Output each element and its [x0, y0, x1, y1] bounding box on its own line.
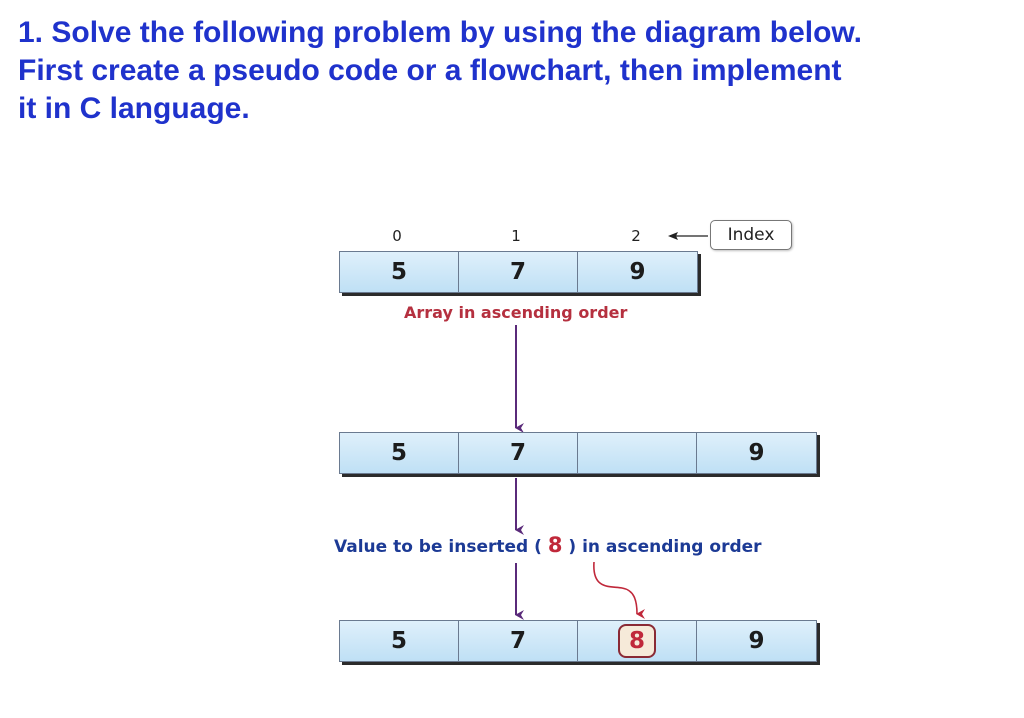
question-line: it in C language. — [18, 92, 250, 125]
index-number-2: 2 — [631, 227, 641, 245]
array-cell: 5 — [340, 621, 459, 661]
caption-before: Value to be inserted ( — [334, 537, 542, 557]
inserted-value: 8 — [547, 533, 563, 557]
array-ascending — [339, 251, 698, 293]
insert-arrow — [594, 562, 637, 614]
question-line: 1. Solve the following problem by using the diagram below. — [18, 16, 862, 49]
inserted-value-ring: 8 — [618, 624, 656, 658]
array-cell: 9 — [578, 252, 697, 292]
array-cell-empty — [578, 433, 697, 473]
array-cell-inserted — [578, 621, 697, 661]
array-cell: 7 — [459, 252, 578, 292]
index-number-0: 0 — [392, 227, 402, 245]
array-with-gap — [339, 432, 817, 474]
array-cell: 7 — [459, 433, 578, 473]
array-cell: 7 — [459, 621, 578, 661]
array-after-insert — [339, 620, 817, 662]
array-cell: 9 — [697, 621, 816, 661]
index-number-1: 1 — [511, 227, 521, 245]
caption-after: ) in ascending order — [568, 537, 762, 557]
caption-value-to-insert — [334, 533, 762, 557]
array-cell: 5 — [340, 252, 459, 292]
array-cell: 9 — [697, 433, 816, 473]
array-cell: 5 — [340, 433, 459, 473]
index-label: Index — [710, 220, 792, 250]
question-line: First create a pseudo code or a flowchart, then implement — [18, 54, 842, 87]
caption-array-order: Array in ascending order — [404, 303, 628, 322]
